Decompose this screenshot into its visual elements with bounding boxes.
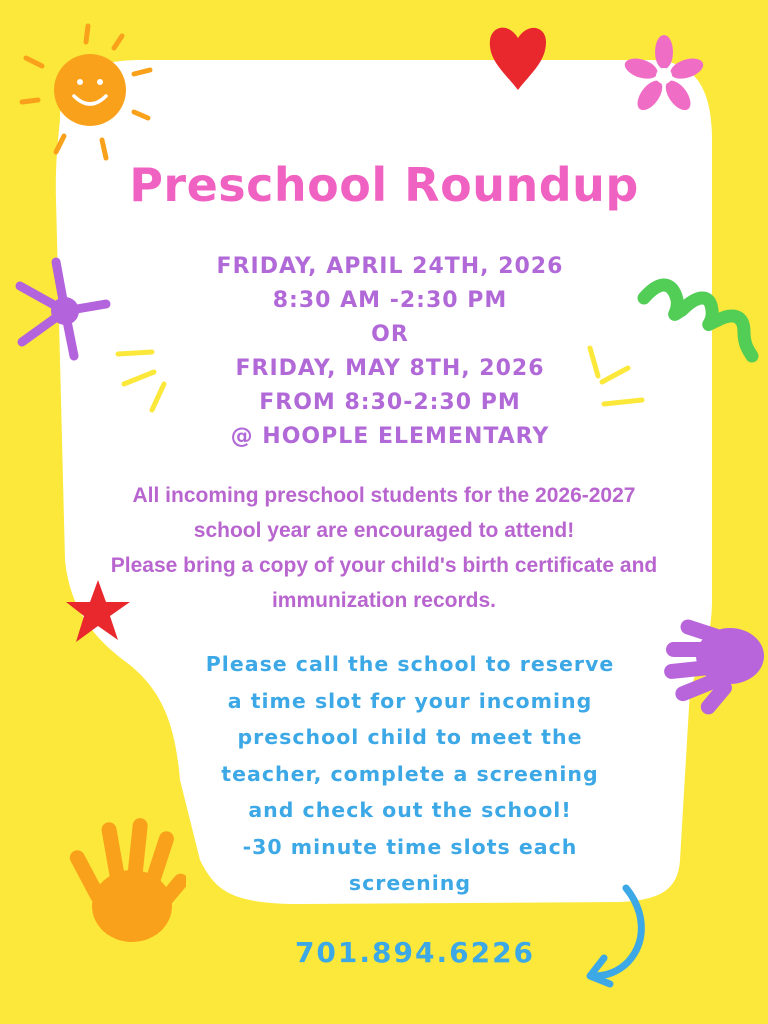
call-line: screening [348,871,472,895]
time-line: 8:30 AM -2:30 PM [272,288,508,313]
info-paragraph [0,478,768,618]
call-line: and check out the school! [248,798,572,822]
call-line: a time slot for your incoming [227,688,593,713]
call-line: Please call the school to reserve [205,652,615,676]
sun-icon [10,18,160,168]
info-line: All incoming preschool students for the 2026-2027 [132,484,636,507]
date-line: FRIDAY, APRIL 24TH, 2026 [216,254,564,279]
call-paragraph [150,646,670,902]
info-line: immunization records. [271,589,497,612]
info-line: Please bring a copy of your child's birth certificate and [110,554,658,577]
flower-icon [622,34,706,118]
or-line: OR [371,322,409,347]
call-line: teacher, complete a screening [221,761,599,786]
call-line: -30 minute time slots each [242,834,578,859]
handprint-icon [660,616,768,716]
date-line: FRIDAY, MAY 8TH, 2026 [235,356,545,381]
event-dates [0,250,768,454]
phone-number: 701.894.6226 [294,936,536,969]
location-line: @ HOOPLE ELEMENTARY [230,424,550,449]
page-title: Preschool Roundup [129,158,639,212]
time-line: FROM 8:30-2:30 PM [259,390,521,415]
info-line: school year are encouraged to attend! [193,519,575,542]
heart-icon [486,20,550,92]
call-line: preschool child to meet the [237,725,583,749]
